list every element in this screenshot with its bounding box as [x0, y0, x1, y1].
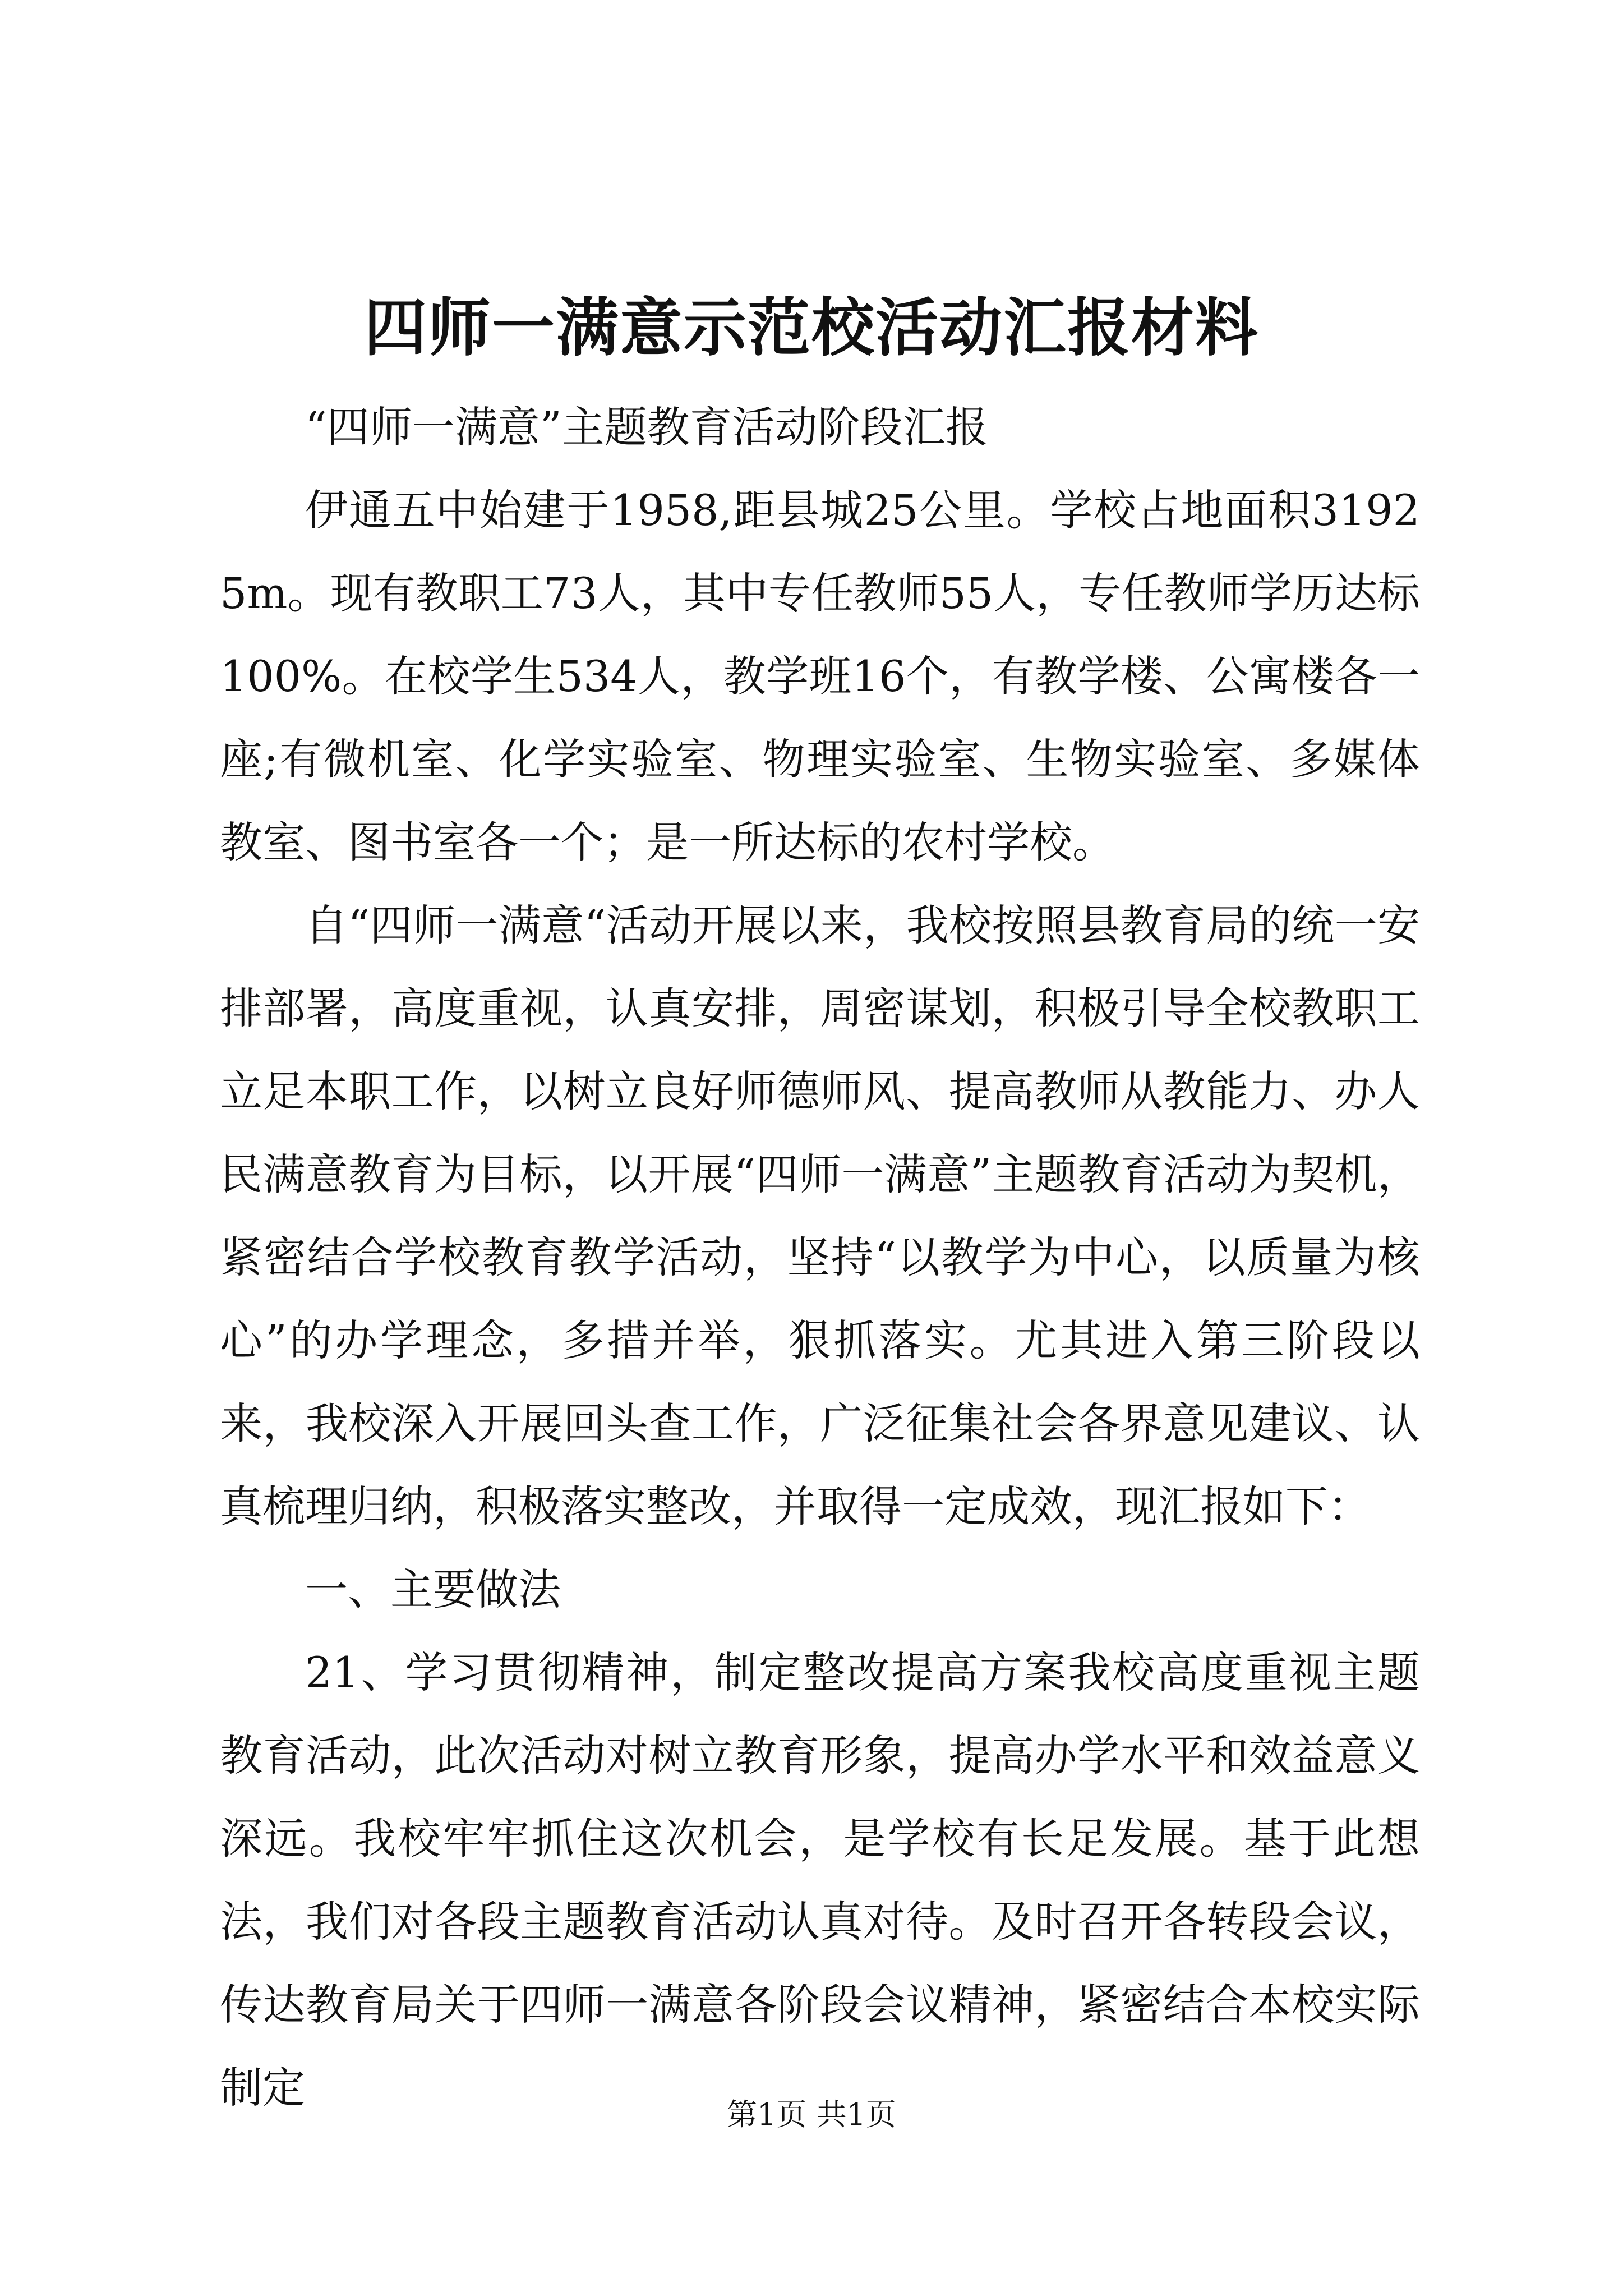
school-intro-paragraph: 伊通五中始建于1958,距县城25公里。学校占地面积31925m。现有教职工73人，其中专任教师55人，专任教师学历达标100%。在校学生534人，教学班16个，有教学楼、公寓楼各一座;有微机室、化学实验室、物理实验室、生物实验室、多媒体教室、图书室各一个；是一所达标的农村学校。 — [220, 485, 1420, 867]
subtitle-paragraph: “四师一满意”主题教育活动阶段汇报 — [305, 402, 988, 452]
document-title: 四师一满意示范校活动汇报材料 — [364, 291, 1259, 365]
document-body — [220, 386, 1420, 2129]
activity-overview-paragraph: 自“四师一满意“活动开展以来，我校按照县教育局的统一安排部署，高度重视，认真安排，周密谋划，积极引导全校教职工立足本职工作，以树立良好师德师风、提高教师从教能力、办人民满意教育为目标，以开展“四师一满意”主题教育活动为契机，紧密结合学校教育教学活动，坚持“以教学为中心，以质量为核心”的办学理念，多措并举，狠抓落实。尤其进入第三阶段以来，我校深入开展回头查工作，广泛征集社会各界意见建议、认真梳理归纳，积极落实整改，并取得一定成效，现汇报如下： — [220, 900, 1420, 1531]
section-one-paragraph: 21、学习贯彻精神，制定整改提高方案我校高度重视主题教育活动，此次活动对树立教育形象，提高办学水平和效益意义深远。我校牢牢抓住这次机会，是学校有长足发展。基于此想法，我们对各段主题教育活动认真对待。及时召开各转段会议，传达教育局关于四师一满意各阶段会议精神，紧密结合本校实际制定 — [220, 1648, 1420, 2113]
page-footer: 第1页 共1页 — [727, 2097, 896, 2132]
section-heading: 一、主要做法 — [305, 1565, 561, 1614]
